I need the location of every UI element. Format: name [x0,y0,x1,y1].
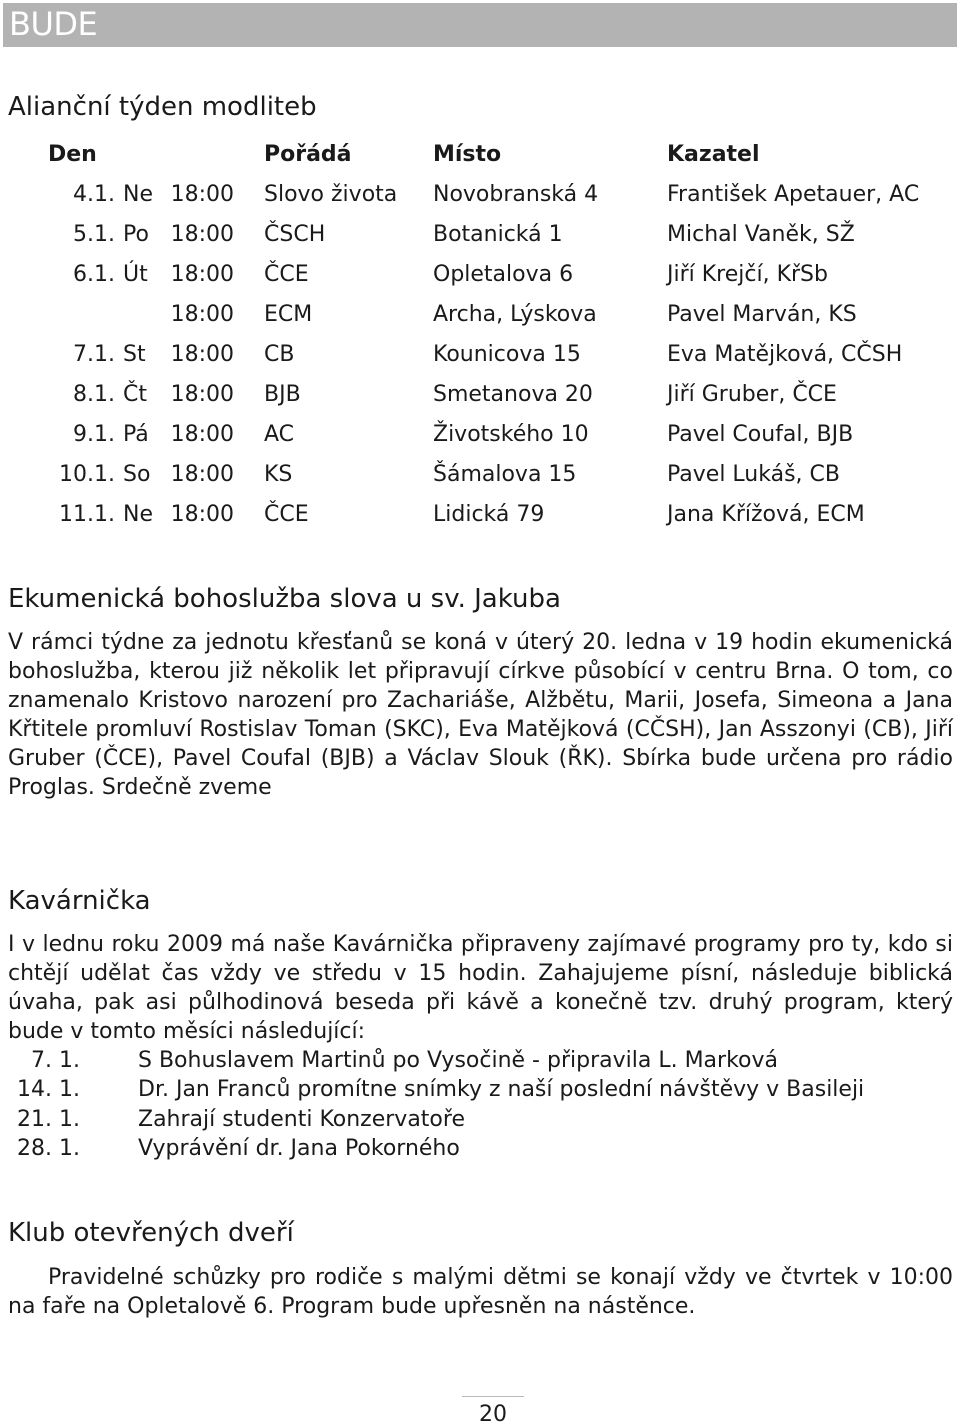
schedule-row [0,334,957,374]
schedule-time: 18:00 [170,341,234,367]
schedule-date: 5.1. [73,221,115,247]
schedule-header-row [0,134,957,174]
schedule-row [0,374,957,414]
schedule-time: 18:00 [170,421,234,447]
schedule-row [0,254,957,294]
program-text: Dr. Jan Franců promítne snímky z naší poslední návštěvy v Basileji [138,1077,865,1103]
column-header-kazatel: Kazatel [667,141,760,167]
schedule-row [0,294,957,334]
schedule-cell-misto: Lidická 79 [433,501,545,527]
schedule-row [0,214,957,254]
program-date: 28. 1. [17,1135,80,1161]
schedule-cell-misto: Novobranská 4 [433,181,599,207]
program-item [8,1134,864,1163]
schedule-cell-den [0,334,240,374]
schedule-row [0,494,957,534]
schedule-cell-kazatel: Pavel Marván, KS [667,301,857,327]
schedule-cell-misto: Opletalova 6 [433,261,574,287]
ekumenicka-paragraph: V rámci týdne za jednotu křesťanů se koná v úterý 20. ledna v 19 hodin ekumenická bohoslužba, kterou již několik let připravují církve působící v centru Brna. O tom, co znamenalo Kristovo narození pro Zachariáše, Alžbětu, Marii, Josefa, Simeona a Jana Křtitele promluví Rostislav Toman (SKC), Eva Matějková (CČSH), Jan Asszonyi (CB), Jiří Gruber (ČCE), Pavel Coufal (BJB) a Václav Slouk (ŘK). Sbírka bude určena pro rádio Proglas. Srdečně zveme [8,630,953,800]
schedule-cell-kazatel: Michal Vaněk, SŽ [667,221,855,247]
section-heading-ekumenicka: Ekumenická bohoslužba slova u sv. Jakuba [8,584,561,614]
schedule-time: 18:00 [170,301,234,327]
schedule-cell-poradi: ČCE [264,501,309,527]
kavarnicka-paragraph: I v lednu roku 2009 má naše Kavárnička připraveny zajímavé programy pro ty, kdo si chtějí udělat čas vždy ve středu v 15 hodin. Zahajujeme písní, následuje biblická úvaha, pak asi půlhodinová beseda při kávě a konečně tzv. druhý program, který bude v tomto měsíci následující: [8,932,953,1044]
schedule-date: 10.1. [59,461,115,487]
schedule-cell-den [0,254,240,294]
schedule-day: Pá [123,421,149,447]
schedule-day: Po [123,221,149,247]
program-item [8,1046,864,1075]
program-text: Zahrají studenti Konzervatoře [138,1106,465,1132]
section-heading-kavarnicka: Kavárnička [8,886,151,916]
schedule-date: 7.1. [73,341,115,367]
schedule-cell-poradi: ČCE [264,261,309,287]
schedule-cell-misto: Šámalova 15 [433,461,577,487]
schedule-day: Ne [123,501,153,527]
footer-divider [462,1396,524,1397]
program-text: Vyprávění dr. Jana Pokorného [138,1135,460,1161]
schedule-time: 18:00 [170,181,234,207]
schedule-cell-poradi: AC [264,421,295,447]
schedule-cell-poradi: Slovo života [264,181,398,207]
header-title: BUDE [9,5,98,43]
schedule-cell-kazatel: František Apetauer, AC [667,181,920,207]
schedule-cell-misto: Botanická 1 [433,221,563,247]
schedule-cell-den [0,174,240,214]
schedule-cell-poradi: ECM [264,301,313,327]
schedule-cell-misto: Životského 10 [433,421,589,447]
schedule-date: 6.1. [73,261,115,287]
schedule-cell-den [0,494,240,534]
schedule-day: Ne [123,181,153,207]
schedule-time: 18:00 [170,261,234,287]
schedule-cell-den [0,294,240,334]
program-date: 21. 1. [17,1106,80,1132]
schedule-cell-poradi: BJB [264,381,301,407]
schedule-row [0,414,957,454]
column-header-den: Den [48,141,97,167]
schedule-cell-misto: Kounicova 15 [433,341,581,367]
schedule-time: 18:00 [170,461,234,487]
schedule-cell-poradi: CB [264,341,295,367]
schedule-cell-poradi: ČSCH [264,221,326,247]
schedule-table [0,134,957,534]
section-heading-aliancni: Alianční týden modliteb [8,92,317,122]
schedule-cell-misto: Archa, Lýskova [433,301,597,327]
schedule-time: 18:00 [170,381,234,407]
program-date: 7. 1. [31,1048,80,1073]
schedule-row [0,174,957,214]
schedule-row [0,454,957,494]
schedule-day: Út [123,261,148,287]
schedule-cell-den [0,214,240,254]
schedule-cell-kazatel: Jana Křížová, ECM [667,501,865,527]
schedule-cell-kazatel: Eva Matějková, CČSH [667,341,903,367]
schedule-time: 18:00 [170,501,234,527]
schedule-cell-kazatel: Pavel Coufal, BJB [667,421,854,447]
header-bar [3,3,957,47]
page-number: 20 [479,1402,507,1427]
schedule-cell-kazatel: Jiří Krejčí, KřSb [667,261,828,287]
program-date: 14. 1. [17,1077,80,1103]
schedule-cell-kazatel: Pavel Lukáš, CB [667,461,840,487]
program-item [8,1105,864,1134]
kavarnicka-program-list [8,1046,864,1163]
schedule-cell-den [0,414,240,454]
schedule-cell-den [0,454,240,494]
program-text: S Bohuslavem Martinů po Vysočině - připravila L. Marková [138,1048,778,1073]
column-header-misto: Místo [433,141,502,167]
program-item [8,1075,864,1104]
schedule-date: 11.1. [59,501,115,527]
schedule-date: 9.1. [73,421,115,447]
schedule-date: 8.1. [73,381,115,407]
schedule-day: So [123,461,151,487]
section-heading-klub: Klub otevřených dveří [8,1218,294,1248]
schedule-date: 4.1. [73,181,115,207]
schedule-cell-poradi: KS [264,461,293,487]
schedule-day: St [123,341,146,367]
schedule-cell-den [0,374,240,414]
klub-paragraph: Pravidelné schůzky pro rodiče s malými dětmi se konají vždy ve čtvrtek v 10:00 na faře na Opletalově 6. Program bude upřesněn na nástěnce. [8,1265,953,1319]
column-header-poradi: Pořádá [264,141,352,167]
schedule-time: 18:00 [170,221,234,247]
schedule-cell-kazatel: Jiří Gruber, ČCE [667,381,837,407]
schedule-cell-misto: Smetanova 20 [433,381,593,407]
schedule-day: Čt [123,381,147,407]
